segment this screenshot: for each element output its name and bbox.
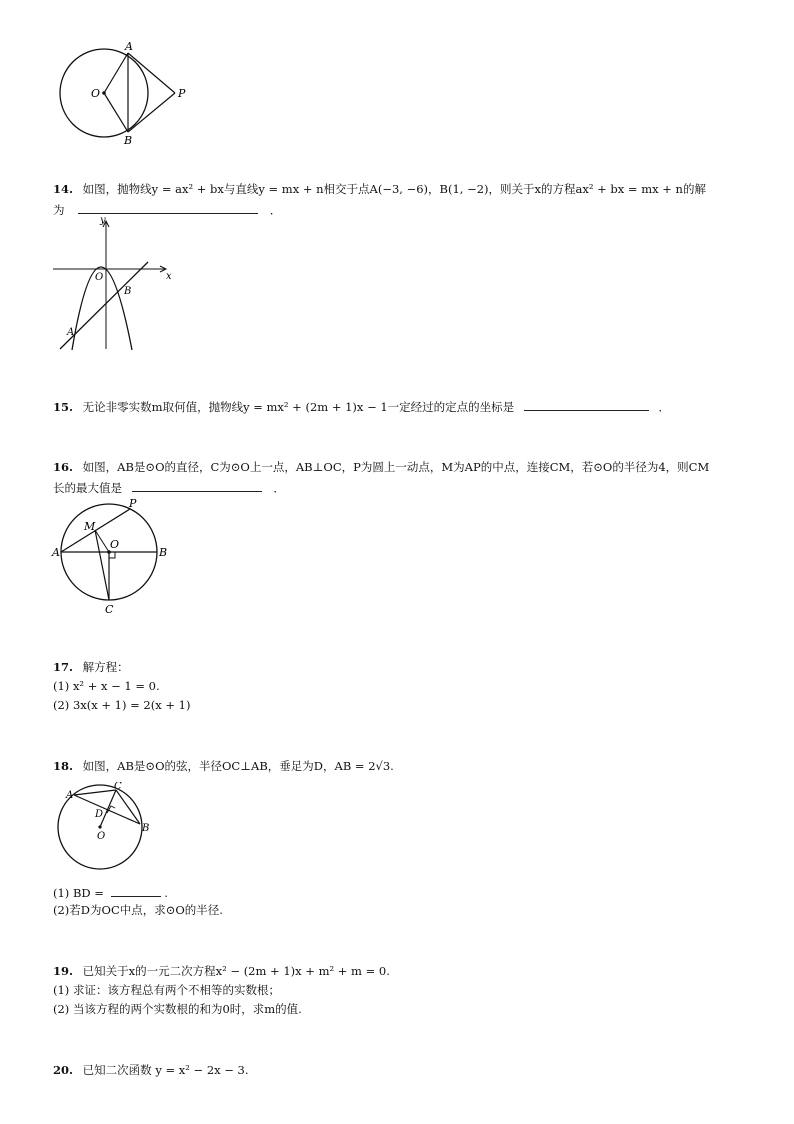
q19-number: 19. [53,964,74,978]
q14-line2-prefix: 为 [53,203,65,217]
q17-item-2: (2) 3x(x + 1) = 2(x + 1) [53,698,191,712]
q17-title: 解方程： [82,660,129,674]
label-x: x [166,271,172,282]
q16-line2-suffix: ． [273,481,285,495]
label-origin: O [95,272,104,283]
q16-line2-prefix: 长的最大值是 [53,481,122,495]
segment-ap [128,53,175,93]
label-o: O [97,831,106,842]
q15-number: 15. [53,400,74,414]
q18-part1-prefix: (1) BD = [53,886,104,900]
segment-ac [74,790,116,795]
label-y: y [100,215,106,226]
q19-item-2: (2) 当该方程的两个实数根的和为0时，求m的值. [53,1002,302,1016]
point-o [98,825,101,828]
label-c: C [105,603,114,616]
q14-number: 14. [53,182,74,196]
label-o: O [110,538,120,551]
q18-text: 如图，AB是⊙O的弦，半径OC⊥AB，垂足为D，AB = 2√3. [82,759,394,773]
q14-line1 [53,181,706,197]
figure-circle-tangent [50,38,200,148]
segment-ob [104,93,128,132]
q17-title-line [53,659,129,675]
label-b: B [124,134,133,147]
label-o: O [91,87,101,100]
q18-line [53,758,394,774]
q18-number: 18. [53,759,74,773]
label-d: D [95,809,104,820]
segment-oa [104,53,128,93]
figure-chord-circle [52,782,162,877]
q14-text: 如图，抛物线y = ax² + bx与直线y = mx + n相交于点A(−3, −6)，B(1, −2)，则关于x的方程ax² + bx = mx + n的解 [82,182,706,196]
label-a: A [52,546,60,559]
q14-line2-suffix: ． [269,203,282,217]
q15-answer-blank[interactable] [524,398,649,411]
q18-part2: (2)若D为OC中点，求⊙O的半径. [53,903,223,917]
q16-line2 [53,479,285,496]
label-a: A [66,790,74,801]
point-o [102,91,106,95]
q16-number: 16. [53,460,74,474]
q16-line1 [53,459,709,475]
q18-part1 [53,884,168,901]
q17-number: 17. [53,660,74,674]
label-point-b: B [124,286,132,297]
q18-part1-suffix: . [164,886,168,900]
q19-item-1: (1) 求证：该方程总有两个不相等的实数根； [53,983,280,997]
q17-item-1: (1) x² + x − 1 = 0. [53,679,160,693]
q16-text: 如图，AB是⊙O的直径，C为⊙O上一点，AB⊥OC，P为圆上一动点，M为AP的中点，连接CM，若⊙O的半径为4，则CM [82,460,710,474]
q19-text: 已知关于x的一元二次方程x² − (2m + 1)x + m² + m = 0. [82,964,390,978]
label-b: B [142,823,150,834]
q18-part1-blank[interactable] [111,884,161,897]
q20-text: 已知二次函数 y = x² − 2x − 3. [82,1063,249,1077]
q20-line [53,1062,249,1078]
segment-bp [128,93,175,132]
label-p: P [178,87,186,100]
q16-answer-blank[interactable] [132,479,262,492]
figure-circle-diameter [50,497,180,617]
label-a: A [125,40,133,53]
label-point-a: A [67,327,75,338]
q15-line [53,398,670,415]
label-c: C [114,782,122,792]
q14-answer-blank[interactable] [78,201,258,214]
q20-number: 20. [53,1063,74,1077]
q19-line [53,963,390,979]
q15-suffix: ． [658,400,670,414]
label-m: M [84,520,96,533]
label-b: B [159,546,168,559]
figure-parabola-line [50,214,180,354]
label-p: P [129,497,137,510]
q15-text: 无论非零实数m取何值，抛物线y = mx² + (2m + 1)x − 1一定经过的定点的坐标是 [82,400,515,414]
